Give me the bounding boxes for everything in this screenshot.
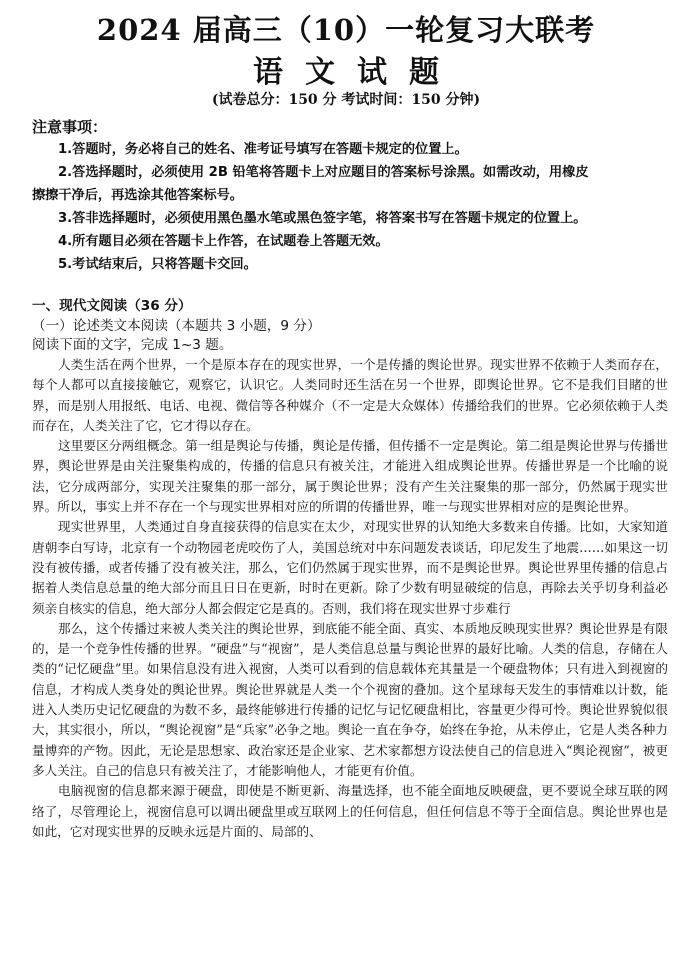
notice-heading: 注意事项： <box>32 118 108 136</box>
section-subtitle: （一）论述类文本阅读（本题共 3 小题，9 分） <box>32 318 321 334</box>
exam-subject-title: 语文试题 <box>253 55 461 90</box>
exam-title: 2024 届高三（10）一轮复习大联考 <box>96 13 596 47</box>
notice-item: 3.答非选择题时，必须使用黑色墨水笔或黑色签字笔，将答案书写在答题卡规定的位置上。 <box>58 211 587 226</box>
reading-passage <box>32 355 668 842</box>
passage-paragraph: 现实世界里，人类通过自身直接获得的信息实在太少，对现实世界的认知绝大多数来自传播。比如，大家知道唐朝李白写诗，北京有一个动物园老虎咬伤了人，美国总统对中东问题发表谈话，印尼发生了地震……如果这一切没有被传播，或者传播了没有被关注，那么，它们仍然属于现实世界，而不是舆论世界。舆论世界里传播的信息占据着人类信息总量的绝大部分而且日日在更新，时时在更新。除了少数有明显破绽的信息，再除去关乎切身利益必须亲自核实的信息，绝大部分人都会假定它是真的。否则，我们将在现实世界寸步难行 <box>32 519 668 616</box>
notice-item: 5.考试结束后，只将答题卡交回。 <box>58 257 257 272</box>
notice-item: 1.答题时，务必将自己的姓名、准考证号填写在答题卡规定的位置上。 <box>58 142 468 157</box>
notice-item-continuation: 擦擦干净后，再选涂其他答案标号。 <box>32 188 243 203</box>
passage-paragraph: 电脑视窗的信息都来源于硬盘，即使是不断更新、海量选择，也不能全面地反映硬盘，更不要说全球互联的网络了，尽管理论上，视窗信息可以调出硬盘里或互联网上的任何信息，但任何信息不等于全面信息。舆论世界也是如此，它对现实世界的反映永远是片面的、局部的、 <box>32 783 668 839</box>
section-instruction: 阅读下面的文字，完成 1~3 题。 <box>32 337 233 353</box>
notice-item: 4.所有题目必须在答题卡上作答，在试题卷上答题无效。 <box>58 234 389 249</box>
notice-list <box>32 138 666 276</box>
passage-paragraph: 人类生活在两个世界，一个是原本存在的现实世界，一个是传播的舆论世界。现实世界不依赖于人类而存在，每个人都可以直接接触它，观察它，认识它。人类同时还生活在另一个世界，即舆论世界。它不是我们目睹的世界，而是别人用报纸、电话、电视、微信等各种媒介（不一定是大众媒体）传播给我们的世界。它必须依赖于人类而存在，人类关注了它，它才得以存在。 <box>32 357 668 433</box>
passage-paragraph: 那么，这个传播过来被人类关注的舆论世界，到底能不能全面、真实、本质地反映现实世界？舆论世界是有限的，是一个竞争性传播的世界。“硬盘”与“视窗”，是人类信息总量与舆论世界的最好比喻。人类的信息，存储在人类的“记忆硬盘”里。如果信息没有进入视窗，人类可以看到的信息载体充其量是一个硬盘物体；只有进入到视窗的信息，才构成人类身处的舆论世界。舆论世界就是人类一个个视窗的叠加。这个星球每天发生的事情难以计数，能进入人类历史记忆硬盘的为数不多，最终能够进行传播的记忆与记忆硬盘相比，容量更少得可怜。舆论世界貌似很大，其实很小，所以，“舆论视窗”是“兵家”必争之地。舆论一直在争夺，始终在争抢，从未停止，它是人类各种力量博弈的产物。因此，无论是思想家、政治家还是企业家、艺术家都想方设法使自己的信息进入“舆论视窗”，被更多人关注。自己的信息只有被关注了，才能影响他人，才能更有价值。 <box>32 620 668 778</box>
exam-meta: (试卷总分：150 分 考试时间：150 分钟) <box>211 92 481 108</box>
section-title: 一、现代文阅读（36 分） <box>32 298 192 314</box>
notice-item: 2.答选择题时，必须使用 2B 铅笔将答题卡上对应题目的答案标号涂黑。如需改动，用橡皮 <box>58 165 589 180</box>
passage-paragraph: 这里要区分两组概念。第一组是舆论与传播，舆论是传播，但传播不一定是舆论。第二组是舆论世界与传播世界，舆论世界是由关注聚集构成的，传播的信息只有被关注，才能进入组成舆论世界。传播世界是一个比喻的说法，它分成两部分，实现关注聚集的那一部分，属于舆论世界；没有产生关注聚集的那一部分，仍然属于现实世界。所以，事实上并不存在一个与现实世界相对应的所谓的传播世界，唯一与现实世界相对应的是舆论世界。 <box>32 438 668 515</box>
